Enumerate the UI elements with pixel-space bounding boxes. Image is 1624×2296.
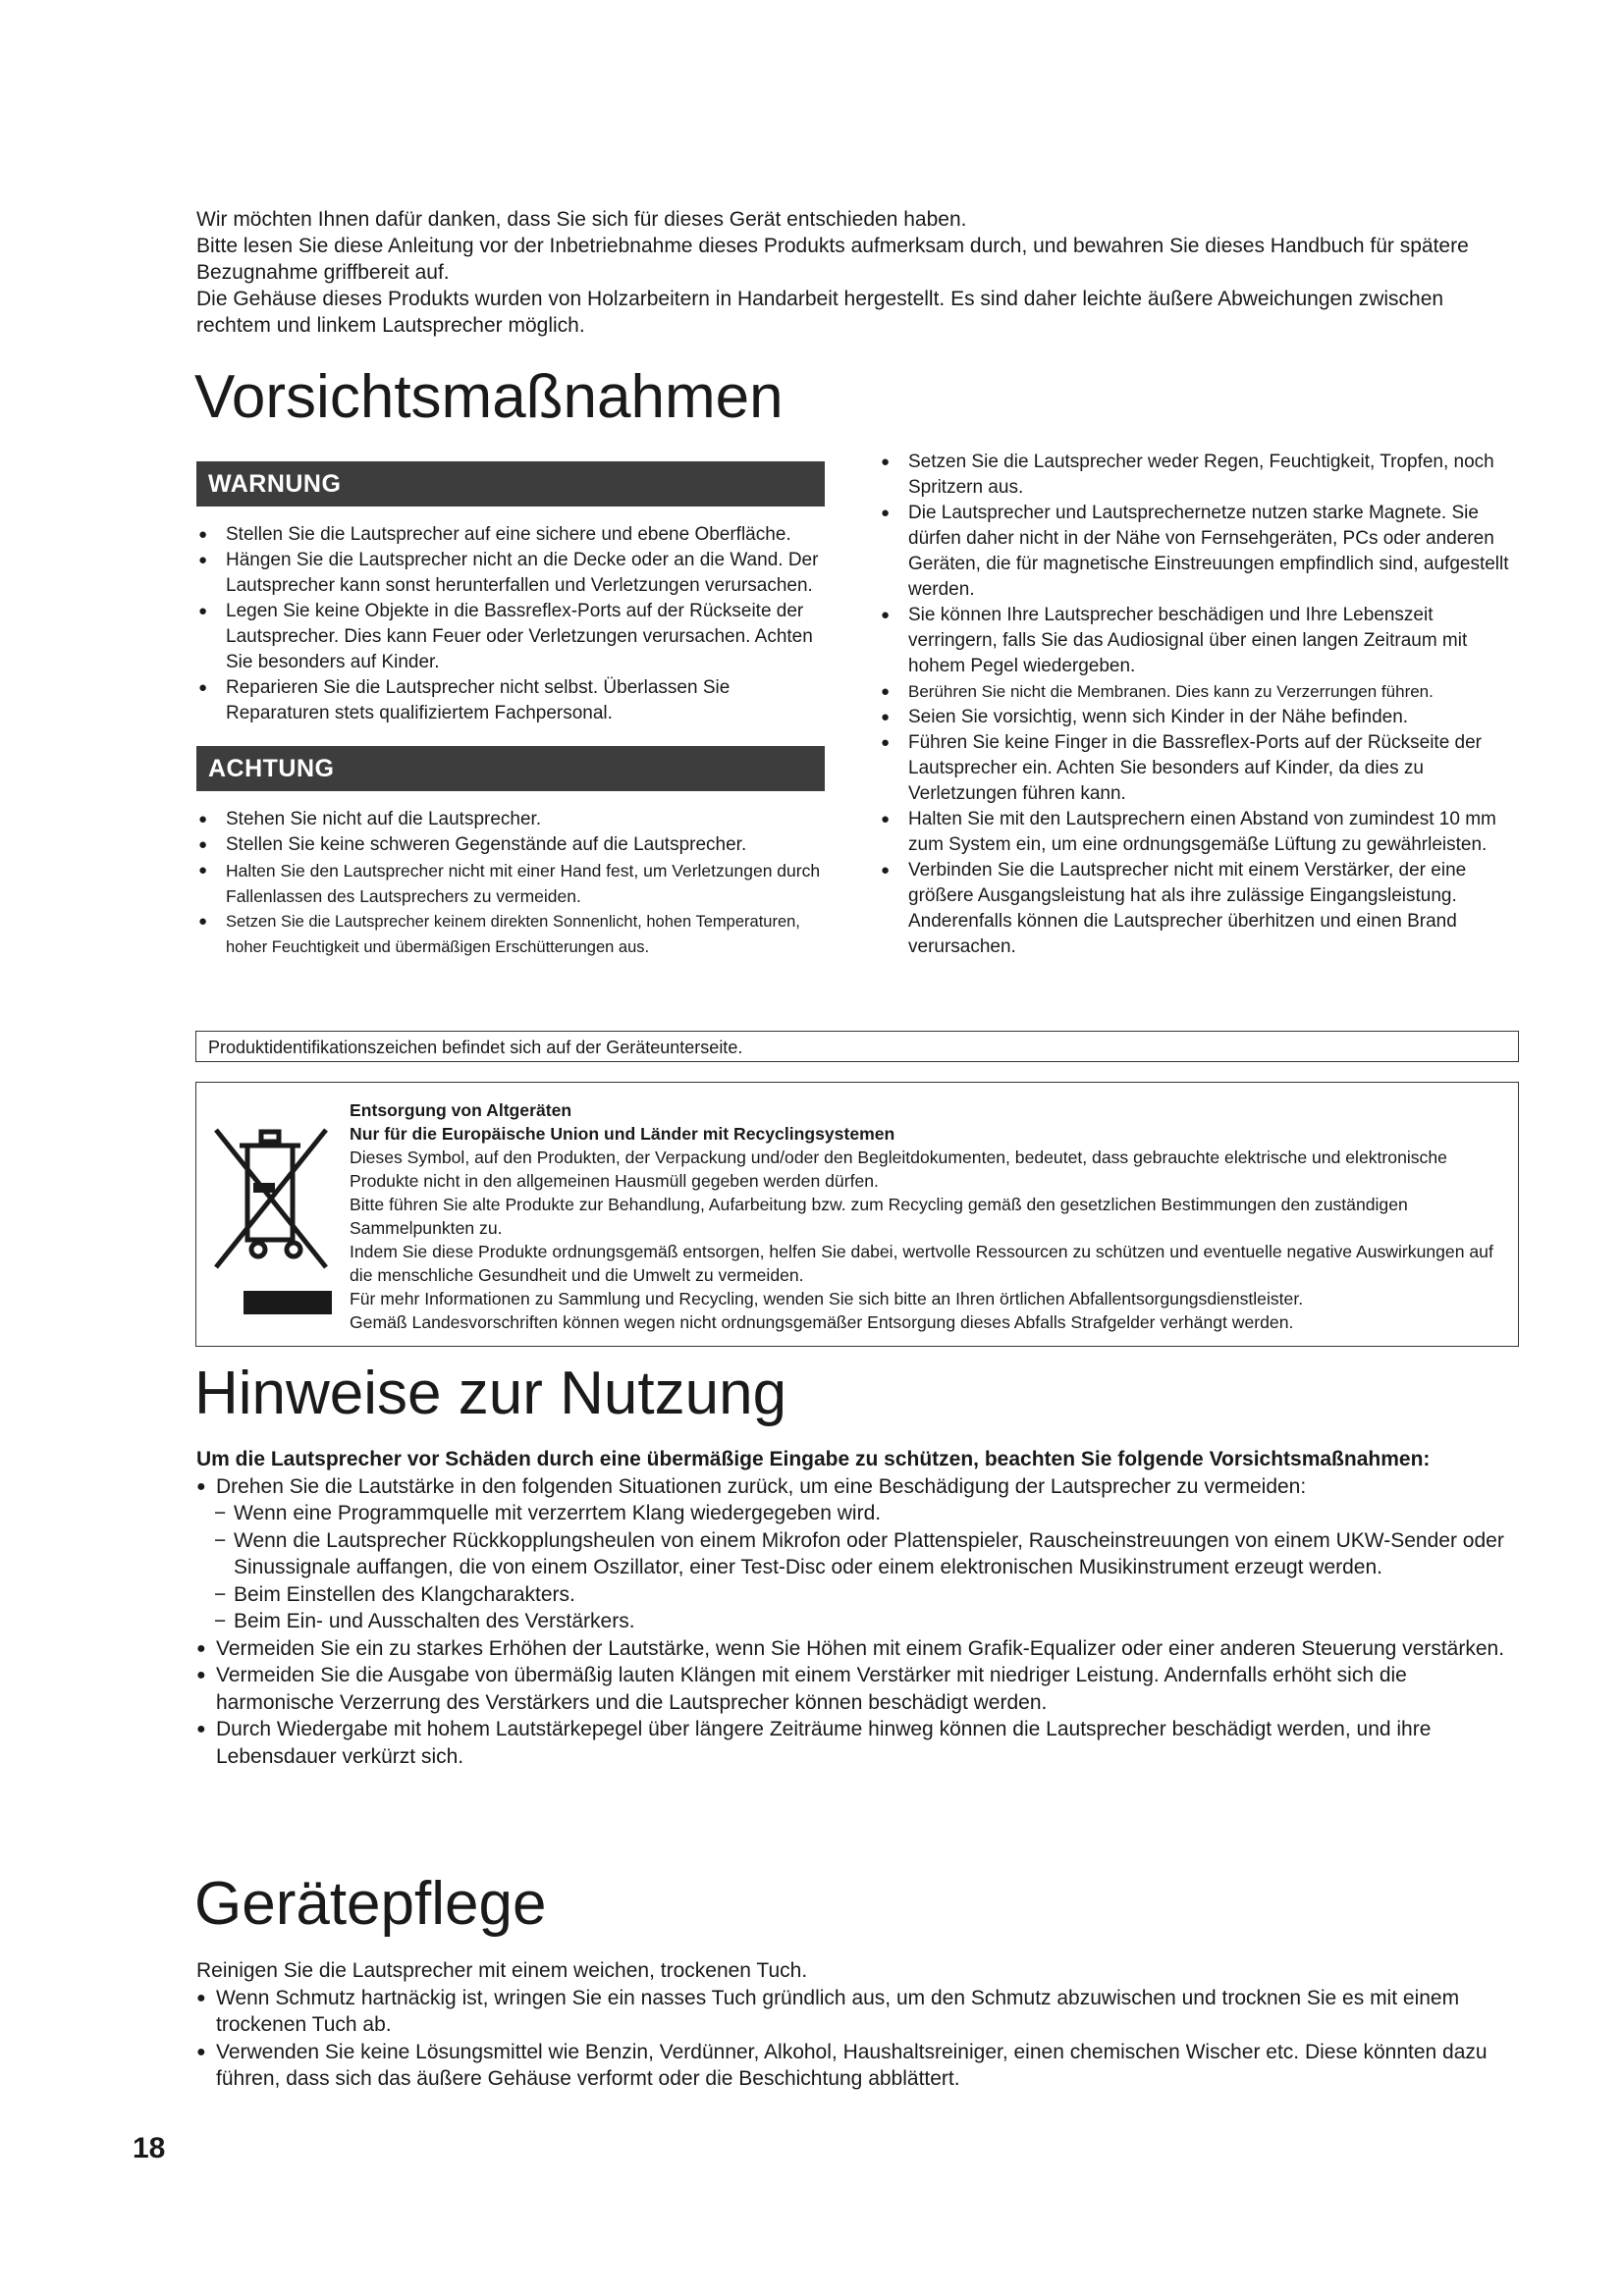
usage-list <box>196 1473 1522 1771</box>
precaution-item: ● Verbinden Sie die Lautsprecher nicht mit einem Verstärker, der eine größere Ausgangsleistung hat als ihre zulässige Eingangsleistung. Anderenfalls können die Lautsprecher überhitzen und einen Brand verursachen. <box>879 858 1527 960</box>
warning-item: ● Legen Sie keine Objekte in die Bassreflex-Ports auf der Rückseite der Lautsprecher. Dies kann Feuer oder Verletzungen verursachen. Achten Sie besonders auf Kinder. <box>196 599 825 675</box>
caution-item: ● Halten Sie den Lautsprecher nicht mit einer Hand fest, um Verletzungen durch Fallenlassen des Lautsprechers zu vermeiden. <box>196 858 825 909</box>
intro-paragraph: Wir möchten Ihnen dafür danken, dass Sie sich für dieses Gerät entschieden haben. <box>196 208 967 231</box>
care-section <box>196 1957 1522 2093</box>
warning-bar: WARNUNG <box>196 461 825 507</box>
disposal-paragraph: Bitte führen Sie alte Produkte zur Behandlung, Aufarbeitung bzw. zum Recycling gemäß den gesetzlichen Bestimmungen den zuständigen Sammelpunkten zu. <box>350 1195 1408 1238</box>
disposal-text <box>350 1098 1503 1334</box>
care-list <box>196 1985 1522 2093</box>
care-item: ● Verwenden Sie keine Lösungsmittel wie Benzin, Verdünner, Alkohol, Haushaltsreiniger, einen chemischen Wischer etc. Diese könnten dazu führen, dass sich das äußere Gehäuse verformt oder die Beschichtung abblättert. <box>196 2039 1522 2093</box>
precaution-item: ● Seien Sie vorsichtig, wenn sich Kinder in der Nähe befinden. <box>879 705 1527 730</box>
precautions-right-list <box>879 450 1527 960</box>
usage-sublist <box>196 1500 1522 1635</box>
precaution-item: ● Führen Sie keine Finger in die Bassreflex-Ports auf der Rückseite der Lautsprecher ein. Achten Sie besonders auf Kinder, da dies zu Verletzungen führen kann. <box>879 730 1527 807</box>
precaution-item: ● Die Lautsprecher und Lautsprechernetze nutzen starke Magnete. Sie dürfen daher nicht in der Nähe von Fernsehgeräten, PCs oder anderen Geräten, die für magnetische Einstreuungen empfindlich sind, aufgestellt werden. <box>879 501 1527 603</box>
caution-bar: ACHTUNG <box>196 746 825 791</box>
disposal-paragraph: Dieses Symbol, auf den Produkten, der Verpackung und/oder den Begleitdokumenten, bedeutet, dass gebrauchte elektrische und elektronische Produkte nicht in den allgemeinen Hausmüll gegeben werden dürfen. <box>350 1148 1447 1191</box>
usage-lead: Um die Lautsprecher vor Schäden durch eine übermäßige Eingabe zu schützen, beachten Sie folgende Vorsichtsmaßnahmen: <box>196 1448 1431 1470</box>
usage-item: ● Durch Wiedergabe mit hohem Lautstärkepegel über längere Zeiträume hinweg können die Lautsprecher beschädigt werden, und ihre Lebensdauer verkürzt sich. <box>196 1716 1522 1770</box>
disposal-paragraph: Gemäß Landesvorschriften können wegen nicht ordnungsgemäßer Entsorgung dieses Abfalls Strafgelder verhängt werden. <box>350 1312 1294 1332</box>
disposal-paragraph: Für mehr Informationen zu Sammlung und Recycling, wenden Sie sich bitte an Ihren örtlichen Abfallentsorgungsdienstleister. <box>350 1289 1304 1308</box>
product-id-note: Produktidentifikationszeichen befindet sich auf der Geräteunterseite. <box>195 1031 1519 1062</box>
usage-item: ● Vermeiden Sie die Ausgabe von übermäßig lauten Klängen mit einem Verstärker mit niedriger Leistung. Andernfalls erhöht sich die harmonische Verzerrung des Verstärkers und die Lautsprecher können beschädigt werden. <box>196 1662 1522 1716</box>
intro-paragraph: Bitte lesen Sie diese Anleitung vor der Inbetriebnahme dieses Produkts aufmerksam durch, und bewahren Sie dieses Handbuch für spätere Bezugnahme griffbereit auf. <box>196 235 1469 284</box>
care-item: ● Wenn Schmutz hartnäckig ist, wringen Sie ein nasses Tuch gründlich aus, um den Schmutz abzuwischen und trocknen Sie es mit einem trockenen Tuch ab. <box>196 1985 1522 2039</box>
page-number: 18 <box>133 2132 166 2164</box>
intro-paragraph: Die Gehäuse dieses Produkts wurden von Holzarbeitern in Handarbeit hergestellt. Es sind daher leichte äußere Abweichungen zwischen rechtem und linkem Lautsprecher möglich. <box>196 288 1444 337</box>
disposal-subtitle: Nur für die Europäische Union und Länder mit Recyclingsystemen <box>350 1124 895 1144</box>
precautions-left-column <box>196 461 825 960</box>
care-title: Gerätepflege <box>194 1870 547 1938</box>
usage-item-text: Drehen Sie die Lautstärke in den folgenden Situationen zurück, um eine Beschädigung der Lautsprecher zu vermeiden: <box>216 1474 1307 1498</box>
precautions-right-column <box>879 450 1527 960</box>
precaution-item: ● Sie können Ihre Lautsprecher beschädigen und Ihre Lebenszeit verringern, falls Sie das Audiosignal über einen langen Zeitraum mit hohem Pegel wiedergeben. <box>879 603 1527 679</box>
disposal-box <box>195 1082 1519 1347</box>
precautions-title: Vorsichtsmaßnahmen <box>194 363 784 431</box>
usage-subitem: − Beim Ein- und Ausschalten des Verstärkers. <box>196 1608 1522 1635</box>
intro-text <box>196 206 1522 339</box>
disposal-paragraph: Indem Sie diese Produkte ordnungsgemäß entsorgen, helfen Sie dabei, wertvolle Ressourcen zu schützen und eventuelle negative Auswirkungen auf die menschliche Gesundheit und die Umwelt zu vermeiden. <box>350 1242 1493 1285</box>
warning-item: ● Stellen Sie die Lautsprecher auf eine sichere und ebene Oberfläche. <box>196 522 825 548</box>
warning-item: ● Reparieren Sie die Lautsprecher nicht selbst. Überlassen Sie Reparaturen stets qualifiziertem Fachpersonal. <box>196 675 825 726</box>
precaution-item: ● Halten Sie mit den Lautsprechern einen Abstand von zumindest 10 mm zum System ein, um eine ordnungsgemäße Lüftung zu gewährleisten. <box>879 807 1527 858</box>
usage-section <box>196 1446 1522 1770</box>
precaution-item: ● Berühren Sie nicht die Membranen. Dies kann zu Verzerrungen führen. <box>879 679 1527 705</box>
caution-list <box>196 807 825 960</box>
warning-item: ● Hängen Sie die Lautsprecher nicht an die Decke oder an die Wand. Der Lautsprecher kann sonst herunterfallen und Verletzungen verursachen. <box>196 548 825 599</box>
caution-item: ● Stellen Sie keine schweren Gegenstände auf die Lautsprecher. <box>196 832 825 858</box>
caution-item: ● Stehen Sie nicht auf die Lautsprecher. <box>196 807 825 832</box>
weee-crossed-bin-icon <box>210 1124 332 1320</box>
precaution-item: ● Setzen Sie die Lautsprecher weder Regen, Feuchtigkeit, Tropfen, noch Spritzern aus. <box>879 450 1527 501</box>
warning-list <box>196 522 825 726</box>
usage-title: Hinweise zur Nutzung <box>194 1360 787 1427</box>
care-lead: Reinigen Sie die Lautsprecher mit einem weichen, trockenen Tuch. <box>196 1959 808 1982</box>
usage-item <box>196 1473 1522 1635</box>
caution-item: ● Setzen Sie die Lautsprecher keinem direkten Sonnenlicht, hohen Temperaturen, hoher Feuchtigkeit und übermäßigen Erschütterungen aus. <box>196 909 825 960</box>
usage-subitem: − Wenn die Lautsprecher Rückkopplungsheulen von einem Mikrofon oder Plattenspieler, Rauscheinstreuungen von einem UKW-Sender oder Sinussignale auffangen, die von einem Oszillator, einer Test-Disc oder einem elektronischen Musikinstrument erzeugt werden. <box>196 1527 1522 1581</box>
usage-subitem: − Wenn eine Programmquelle mit verzerrtem Klang wiedergegeben wird. <box>196 1500 1522 1527</box>
disposal-title: Entsorgung von Altgeräten <box>350 1100 572 1120</box>
usage-item: ● Vermeiden Sie ein zu starkes Erhöhen der Lautstärke, wenn Sie Höhen mit einem Grafik-Equalizer oder einer anderen Steuerung verstärken. <box>196 1635 1522 1663</box>
usage-subitem: − Beim Einstellen des Klangcharakters. <box>196 1581 1522 1609</box>
